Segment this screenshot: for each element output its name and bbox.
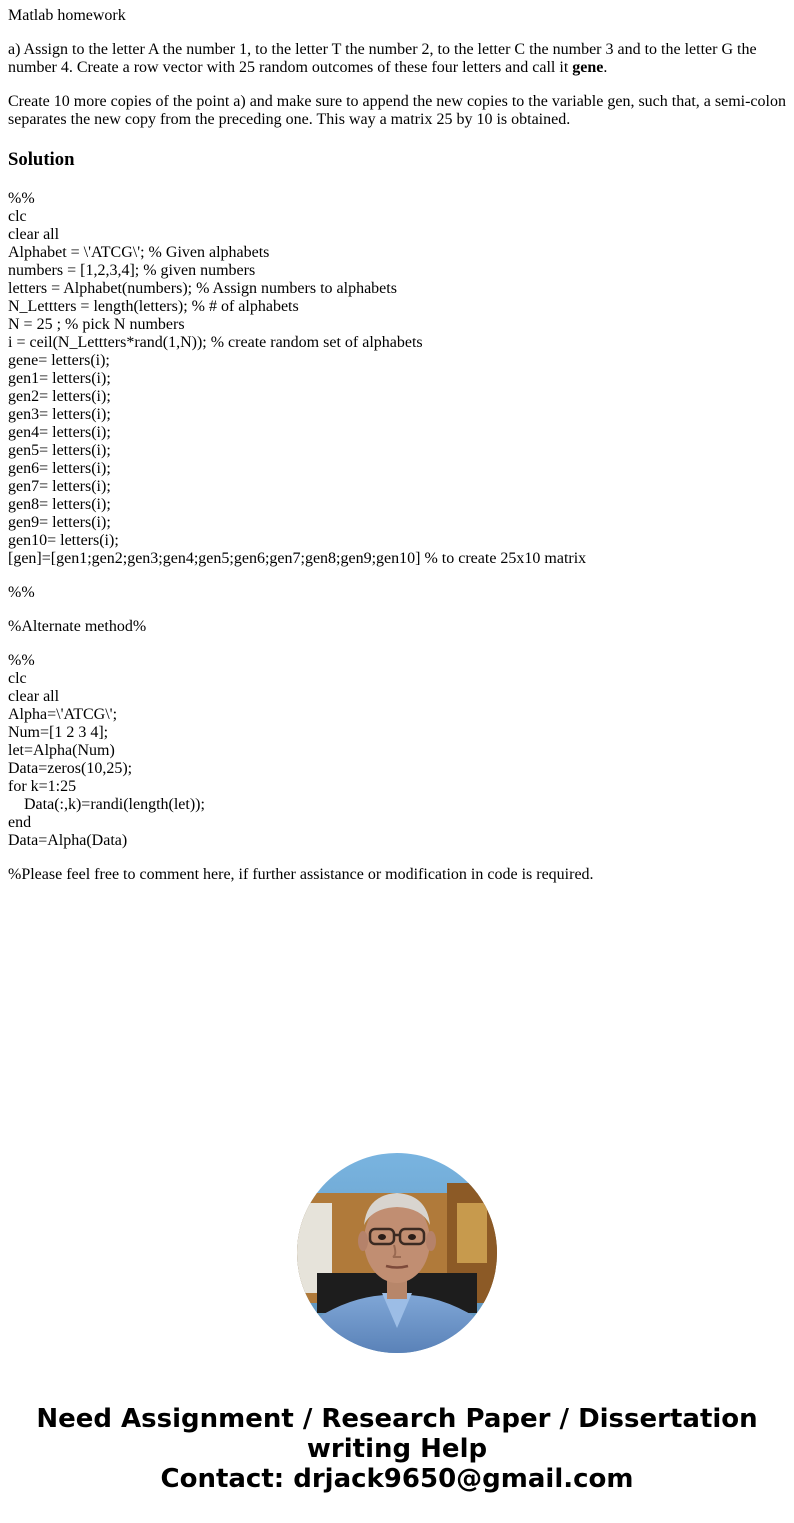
code-line: gene= letters(i);: [8, 352, 110, 369]
code-line: Data=Alpha(Data): [8, 832, 128, 849]
code-line: gen2= letters(i);: [8, 388, 111, 405]
code-separator: %%: [8, 584, 35, 601]
code-line: clear all: [8, 226, 60, 243]
code-line: gen10= letters(i);: [8, 532, 119, 549]
question-copies: Create 10 more copies of the point a) and make sure to append the new copies to the variable gen, such that, a semi-colon separates the new copy from the preceding one. This way a matrix 25 by 10 is obtained.: [8, 93, 786, 128]
footer-banner: [0, 1404, 794, 1494]
question-a-text: a) Assign to the letter A the number 1, to the letter T the number 2, to the letter C the number 3 and to the letter G the number 4. Create a row vector with 25 random outcomes of these four letters and call it: [8, 41, 757, 76]
code-line: gen9= letters(i);: [8, 514, 111, 531]
code-line: N_Lettters = length(letters); % # of alphabets: [8, 298, 299, 315]
code-line: let=Alpha(Num): [8, 742, 115, 759]
code-line: end: [8, 814, 32, 831]
question-a-end: .: [603, 59, 608, 76]
code-line: [gen]=[gen1;gen2;gen3;gen4;gen5;gen6;gen7;gen8;gen9;gen10] % to create 25x10 matrix: [8, 550, 587, 567]
code-line: numbers = [1,2,3,4]; % given numbers: [8, 262, 256, 279]
question-a: [8, 41, 790, 77]
code-line: %%: [8, 652, 35, 669]
code-line: Num=[1 2 3 4];: [8, 724, 109, 741]
code-line: clc: [8, 670, 27, 687]
code-line: letters = Alphabet(numbers); % Assign numbers to alphabets: [8, 280, 397, 297]
author-photo: [297, 1153, 497, 1353]
author-portrait-image: [297, 1153, 497, 1353]
code-line: Alpha=\'ATCG\';: [8, 706, 118, 723]
document-body: [8, 7, 790, 884]
code-line: N = 25 ; % pick N numbers: [8, 316, 185, 333]
code-line: gen6= letters(i);: [8, 460, 111, 477]
code-line: Alphabet = \'ATCG\'; % Given alphabets: [8, 244, 270, 261]
code-line: for k=1:25: [8, 778, 77, 795]
footer-contact: Contact: drjack9650@gmail.com: [160, 1464, 634, 1494]
code-line: gen4= letters(i);: [8, 424, 111, 441]
code-line: gen3= letters(i);: [8, 406, 111, 423]
closing-note: %Please feel free to comment here, if further assistance or modification in code is required.: [8, 866, 594, 883]
code-line: %%: [8, 190, 35, 207]
code-line: Data(:,k)=randi(length(let));: [8, 796, 205, 813]
solution-heading: Solution: [8, 149, 75, 170]
code-line: clc: [8, 208, 27, 225]
document-title: Matlab homework: [8, 7, 126, 24]
alternate-method-label: %Alternate method%: [8, 618, 147, 635]
code-line: gen8= letters(i);: [8, 496, 111, 513]
code-line: clear all: [8, 688, 60, 705]
code-block-main: [8, 190, 790, 568]
code-block-alternate: [8, 652, 790, 850]
footer-line-1: Need Assignment / Research Paper / Dissertation: [36, 1404, 758, 1434]
question-a-variable: gene: [572, 59, 604, 76]
code-line: Data=zeros(10,25);: [8, 760, 133, 777]
footer-line-2: writing Help: [306, 1434, 488, 1464]
code-line: gen1= letters(i);: [8, 370, 111, 387]
code-line: i = ceil(N_Lettters*rand(1,N)); % create random set of alphabets: [8, 334, 423, 351]
code-line: gen7= letters(i);: [8, 478, 111, 495]
code-line: gen5= letters(i);: [8, 442, 111, 459]
